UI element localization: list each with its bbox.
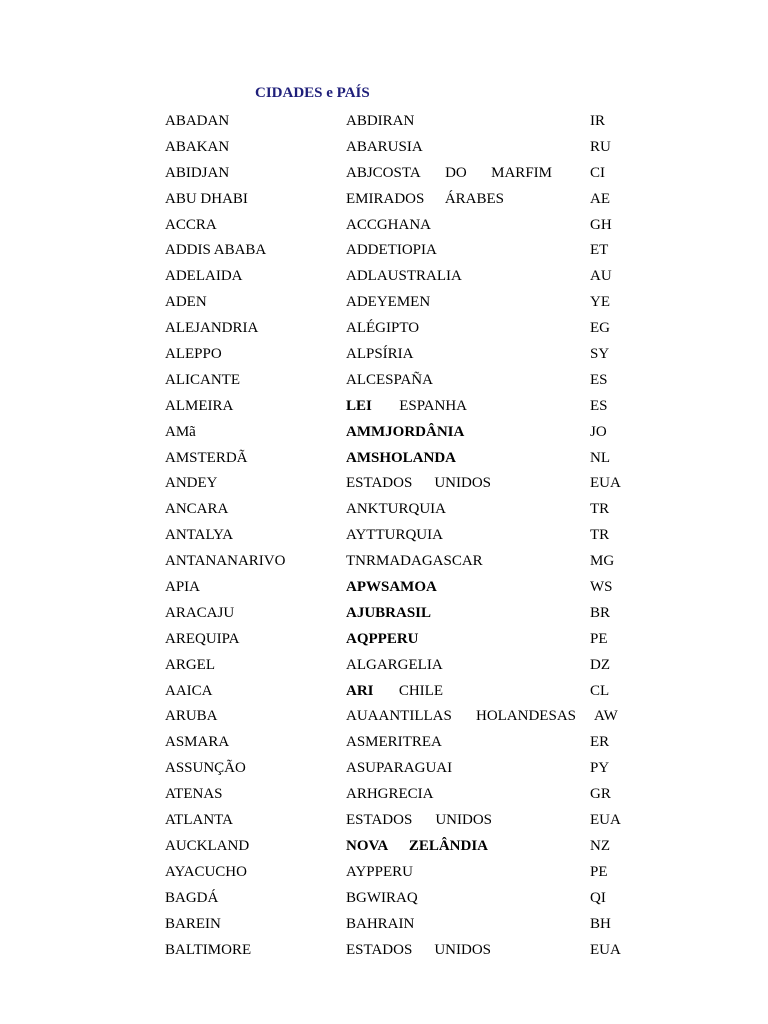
airport-country — [346, 267, 576, 286]
airport-country-part: ESTADOS — [346, 475, 413, 492]
list-item — [0, 938, 768, 964]
country-code: GR — [590, 786, 611, 803]
city-name: ANTALYA — [165, 527, 234, 544]
country-code: YE — [590, 294, 610, 311]
city-name: ADDIS ABABA — [165, 242, 267, 259]
city-name: ATENAS — [165, 786, 223, 803]
airport-country — [346, 552, 576, 571]
airport-country — [346, 371, 576, 390]
list-item — [0, 213, 768, 239]
airport-country — [346, 449, 576, 468]
country-code: ET — [590, 242, 609, 259]
city-name: BAREIN — [165, 915, 221, 932]
airport-country-part: ABDIRAN — [346, 113, 415, 129]
airport-country-part: ACCGHANA — [346, 216, 432, 233]
airport-country-part: CHILE — [398, 682, 443, 699]
airport-country-part: NOVA — [346, 837, 389, 854]
list-item — [0, 394, 768, 420]
country-code: RU — [590, 138, 611, 155]
airport-country — [346, 112, 576, 131]
airport-country-part: ALGARGELIA — [346, 656, 443, 673]
country-code: TR — [590, 527, 610, 544]
airport-country-part: ALCESPAÑA — [346, 371, 433, 388]
airport-country — [346, 474, 491, 493]
country-code: EG — [590, 320, 610, 337]
city-name: ARGEL — [165, 656, 215, 673]
list-item — [0, 446, 768, 472]
country-code: TR — [590, 501, 610, 518]
city-name: ARUBA — [165, 708, 218, 725]
country-code: PY — [590, 760, 610, 777]
airport-country-part: LEI — [346, 397, 372, 414]
list-item — [0, 290, 768, 316]
city-name: ALMEIRA — [165, 397, 234, 414]
country-code: QI — [590, 889, 606, 906]
airport-country-part: UNIDOS — [435, 812, 492, 829]
city-name: BALTIMORE — [165, 941, 252, 958]
country-code: NZ — [590, 837, 610, 854]
list-item — [0, 704, 768, 730]
city-name: ATLANTA — [165, 812, 233, 829]
airport-country-part: AYTTURQUIA — [346, 527, 443, 544]
airport-country-part: ESPANHA — [399, 397, 467, 414]
country-code: WS — [590, 579, 613, 596]
city-name: ALEJANDRIA — [165, 320, 259, 337]
airport-country — [346, 682, 443, 701]
airport-country — [346, 915, 576, 934]
airport-country-part: BAHRAIN — [346, 915, 415, 932]
country-code: NL — [590, 449, 610, 466]
airport-country — [346, 811, 492, 830]
city-name: ASMARA — [165, 734, 230, 751]
city-name: AAICA — [165, 682, 213, 699]
page-title: CIDADES e PAÍS — [255, 85, 370, 101]
airport-country-part: ADLAUSTRALIA — [346, 268, 462, 285]
city-name: ARACAJU — [165, 604, 235, 621]
airport-country — [346, 500, 576, 519]
country-code: MG — [590, 553, 615, 570]
airport-country-part: AQPPERU — [346, 630, 419, 647]
city-name: AMã — [165, 423, 196, 440]
country-code: EUA — [590, 812, 621, 829]
airport-country — [346, 759, 576, 778]
airport-country-part: AYPPERU — [346, 863, 413, 880]
list-item — [0, 471, 768, 497]
list-item — [0, 187, 768, 213]
airport-country — [346, 241, 576, 260]
country-code: PE — [590, 630, 608, 647]
list-item — [0, 109, 768, 135]
country-code: PE — [590, 863, 608, 880]
city-name: ABAKAN — [165, 138, 230, 155]
city-name: AREQUIPA — [165, 630, 240, 647]
airport-country-part: ADDETIOPIA — [346, 242, 437, 259]
airport-country — [346, 707, 576, 726]
airport-country-part: UNIDOS — [434, 941, 491, 958]
airport-country — [346, 889, 576, 908]
list-item — [0, 679, 768, 705]
list-item — [0, 627, 768, 653]
airport-country — [346, 190, 504, 209]
country-code: EUA — [590, 941, 621, 958]
list-item — [0, 523, 768, 549]
airport-country — [346, 941, 491, 960]
airport-country-part: ÁRABES — [444, 190, 504, 207]
city-name: AMSTERDÃ — [165, 449, 248, 466]
airport-country-part: ALPSÍRIA — [346, 346, 414, 363]
airport-country-part: ESTADOS — [346, 941, 413, 958]
list-item — [0, 161, 768, 187]
airport-country — [346, 423, 576, 442]
list-item — [0, 135, 768, 161]
airport-country-part: ESTADOS — [346, 812, 413, 829]
airport-country-part: AUAANTILLAS — [346, 708, 452, 725]
list-item — [0, 756, 768, 782]
airport-country — [346, 630, 576, 649]
country-code: ES — [590, 371, 608, 388]
city-name: ABIDJAN — [165, 164, 230, 181]
airport-country-part: APWSAMOA — [346, 579, 437, 596]
airport-country-part: TNRMADAGASCAR — [346, 553, 483, 570]
list-item — [0, 264, 768, 290]
city-name: ADELAIDA — [165, 268, 243, 285]
list-item — [0, 808, 768, 834]
country-code: IR — [590, 113, 605, 129]
list-item — [0, 782, 768, 808]
list-item — [0, 653, 768, 679]
airport-country-part: ANKTURQUIA — [346, 501, 446, 518]
city-name: ALEPPO — [165, 346, 222, 363]
country-code: AU — [590, 268, 612, 285]
country-code: BH — [590, 915, 611, 932]
airport-country — [346, 293, 576, 312]
airport-country — [346, 863, 576, 882]
airport-country-part: ADEYEMEN — [346, 294, 431, 311]
list-item — [0, 316, 768, 342]
country-code: ER — [590, 734, 610, 751]
airport-country — [346, 397, 467, 416]
city-name: AYACUCHO — [165, 863, 247, 880]
list-item — [0, 730, 768, 756]
airport-country — [346, 345, 576, 364]
airport-country-part: DO — [445, 164, 467, 181]
list-item — [0, 834, 768, 860]
city-country-list — [0, 109, 768, 963]
city-name: ACCRA — [165, 216, 217, 233]
airport-country — [346, 526, 576, 545]
list-item — [0, 601, 768, 627]
city-name: APIA — [165, 579, 201, 596]
country-code: AE — [590, 190, 610, 207]
city-name: ALICANTE — [165, 371, 240, 388]
airport-country — [346, 656, 576, 675]
country-code: ES — [590, 397, 608, 414]
country-code: CI — [590, 164, 605, 181]
airport-country — [346, 319, 576, 338]
airport-country — [346, 837, 488, 856]
airport-country-part: ARI — [346, 682, 374, 699]
airport-country-part: ASMERITREA — [346, 734, 442, 751]
airport-country — [346, 164, 552, 183]
airport-country-part: MARFIM — [491, 164, 552, 181]
airport-country-part: AMMJORDÂNIA — [346, 423, 465, 440]
city-name: AUCKLAND — [165, 837, 250, 854]
airport-country — [346, 733, 576, 752]
airport-country-part: UNIDOS — [434, 475, 491, 492]
airport-country — [346, 604, 576, 623]
city-name: ANCARA — [165, 501, 229, 518]
list-item — [0, 342, 768, 368]
airport-country-part: BGWIRAQ — [346, 889, 418, 906]
airport-country-part: AMSHOLANDA — [346, 449, 457, 466]
airport-country — [346, 138, 576, 157]
city-name: ABU DHABI — [165, 190, 248, 207]
list-item — [0, 497, 768, 523]
city-name: ASSUNÇÃO — [165, 760, 246, 777]
country-code: DZ — [590, 656, 610, 673]
city-name: ANTANANARIVO — [165, 553, 286, 570]
airport-country-part: AJUBRASIL — [346, 604, 432, 621]
list-item — [0, 549, 768, 575]
list-item — [0, 912, 768, 938]
country-code: SY — [590, 346, 610, 363]
country-code: CL — [590, 682, 610, 699]
airport-country — [346, 216, 576, 235]
list-item — [0, 368, 768, 394]
airport-country-part: ABJCOSTA — [346, 164, 421, 181]
list-item — [0, 575, 768, 601]
list-item — [0, 860, 768, 886]
airport-country — [346, 578, 576, 597]
country-code: EUA — [590, 475, 621, 492]
list-item — [0, 886, 768, 912]
country-code: GH — [590, 216, 612, 233]
airport-country-part: ARHGRECIA — [346, 786, 434, 803]
city-name: ABADAN — [165, 113, 230, 129]
airport-country-part: ALÉGIPTO — [346, 320, 420, 337]
list-item — [0, 238, 768, 264]
airport-country-part: ASUPARAGUAI — [346, 760, 453, 777]
country-code: JO — [590, 423, 607, 440]
list-item — [0, 420, 768, 446]
airport-country — [346, 785, 576, 804]
country-code: BR — [590, 604, 611, 621]
airport-country-part: ABARUSIA — [346, 138, 423, 155]
city-name: BAGDÁ — [165, 889, 219, 906]
airport-country-part: HOLANDESAS — [475, 708, 576, 725]
country-code: AW — [594, 708, 618, 725]
city-name: ANDEY — [165, 475, 218, 492]
city-name: ADEN — [165, 294, 207, 311]
airport-country-part: ZELÂNDIA — [408, 837, 488, 854]
airport-country-part: EMIRADOS — [346, 190, 425, 207]
